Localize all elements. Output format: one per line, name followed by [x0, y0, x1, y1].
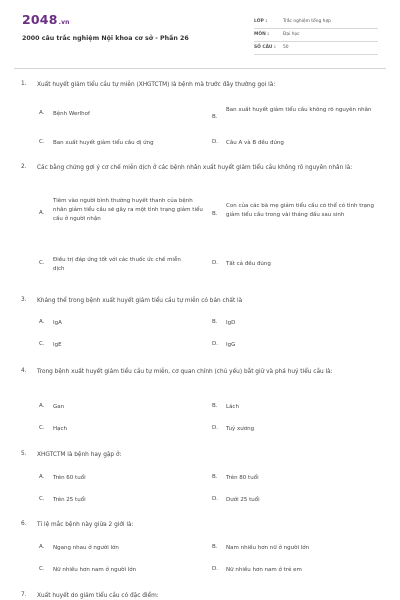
option-letter: C.	[39, 341, 45, 347]
option-letter: D.	[212, 496, 218, 502]
option-letter: B.	[212, 114, 218, 120]
document-meta	[254, 16, 378, 55]
option-text: Dưới 25 tuổi	[226, 497, 260, 503]
option-letter: A.	[39, 319, 45, 325]
option-text: Nữ nhiều hơn nam ở trẻ em	[226, 567, 302, 573]
option-letter: C.	[39, 139, 45, 145]
option-letter: D.	[212, 341, 218, 347]
question-text: Tỉ lệ mắc bệnh này giữa 2 giới là:	[37, 522, 134, 528]
meta-count-value: 50	[283, 45, 289, 50]
option-text: Tuỷ xương	[226, 426, 255, 432]
meta-count-label: SỐ CÂU :	[254, 45, 276, 50]
meta-count-row	[254, 42, 378, 55]
option-letter: A.	[39, 544, 45, 550]
meta-class-value: Trắc nghiệm tổng hợp	[283, 19, 331, 24]
option-letter: A.	[39, 403, 45, 409]
option-letter: D.	[212, 566, 218, 572]
question-number: 7.	[21, 592, 27, 598]
option-text: IgA	[53, 320, 62, 326]
question-text: XHGTCTM là bệnh hay gặp ở:	[37, 452, 122, 458]
meta-subject-row	[254, 29, 378, 42]
question-number: 4.	[21, 368, 27, 374]
option-letter: B.	[212, 211, 218, 217]
page-header	[0, 0, 400, 70]
option-letter: B.	[212, 403, 218, 409]
option-letter: C.	[39, 425, 45, 431]
question-text: Xuất huyết giảm tiểu cầu tự miễn (XHGTCTM) là bệnh mà trước đây thường gọi là:	[37, 82, 276, 88]
logo-suffix: .vn	[58, 19, 70, 26]
option-text: Tất cả đều đúng	[226, 261, 271, 267]
header-divider	[14, 68, 386, 69]
option-text: Nam nhiều hơn nữ ở người lớn	[226, 545, 310, 551]
option-text: Trên 25 tuổi	[53, 497, 86, 503]
option-letter: C.	[39, 496, 45, 502]
option-text: Lách	[226, 404, 239, 410]
option-letter: B.	[212, 544, 218, 550]
document-title: 2000 câu trắc nghiệm Nội khoa cơ sở - Phần 26	[22, 35, 189, 42]
question-text: Trong bệnh xuất huyết giảm tiểu cầu tự miễn, cơ quan chính (chủ yếu) bắt giữ và phá huỷ tiểu cầu là:	[37, 369, 333, 375]
option-letter: D.	[212, 260, 218, 266]
question-number: 3.	[21, 297, 27, 303]
question-text: Xuất huyết do giảm tiểu cầu có đặc điểm:	[37, 593, 159, 599]
option-text: Ngang nhau ở người lớn	[53, 545, 119, 551]
option-text: Ban xuất huyết giảm tiểu cầu không rõ nguyên nhân	[226, 107, 372, 113]
option-text: Hạch	[53, 426, 68, 432]
question-number: 6.	[21, 521, 27, 527]
site-logo[interactable]	[22, 12, 70, 27]
option-text: Câu A và B đều đúng	[226, 140, 284, 146]
option-letter: D.	[212, 139, 218, 145]
option-text: IgD	[226, 320, 236, 326]
option-text: Tiêm vào người bình thường huyết thanh của bệnh nhân giảm tiểu cầu sẽ gây ra một tình trạng giảm tiểu cầu ở người nhận	[53, 198, 203, 222]
option-text: IgE	[53, 342, 62, 348]
option-text: Ban xuất huyết giảm tiểu cầu dị ứng	[53, 140, 154, 146]
option-text: Gan	[53, 404, 65, 410]
meta-class-label: LỚP :	[254, 19, 268, 24]
option-letter: D.	[212, 425, 218, 431]
option-text: Bệnh Werlhof	[53, 111, 90, 117]
option-text: Nữ nhiều hơn nam ở người lớn	[53, 567, 137, 573]
option-letter: C.	[39, 566, 45, 572]
option-text: Trên 80 tuổi	[226, 475, 259, 481]
question-number: 5.	[21, 451, 27, 457]
option-letter: A.	[39, 110, 45, 116]
logo-main: 2048	[22, 12, 58, 27]
option-letter: A.	[39, 474, 45, 480]
meta-subject-value: Đại học	[283, 32, 300, 37]
option-letter: A.	[39, 210, 45, 216]
question-number: 1.	[21, 81, 27, 87]
option-letter: B.	[212, 319, 218, 325]
option-text: Trên 60 tuổi	[53, 475, 86, 481]
option-letter: C.	[39, 260, 45, 266]
option-text: Điều trị đáp ứng tốt với các thuốc ức chế miễn dịch	[53, 257, 181, 272]
option-letter: B.	[212, 474, 218, 480]
option-text: Con của các bà mẹ giảm tiểu cầu có thể có tình trạng giảm tiểu cầu trong vài tháng đầu sau sinh	[226, 203, 374, 218]
question-number: 2.	[21, 164, 27, 170]
question-text: Kháng thể trong bệnh xuất huyết giảm tiểu cầu tự miễn có bản chất là	[37, 298, 243, 304]
meta-class-row	[254, 16, 378, 29]
question-text: Các bằng chứng gợi ý cơ chế miễn dịch ở các bệnh nhân xuất huyết giảm tiểu cầu không rõ nguyên nhân là:	[37, 165, 353, 171]
meta-subject-label: MÔN :	[254, 32, 270, 37]
option-text: IgG	[226, 342, 236, 348]
